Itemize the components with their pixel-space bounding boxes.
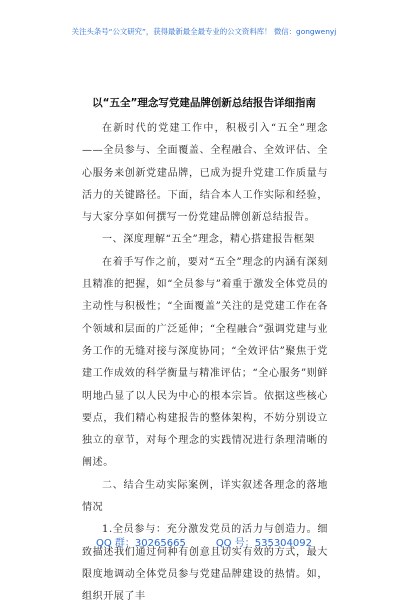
document-title: 以“五全”理念写党建品牌创新总结报告详细指南 [92,97,316,109]
header-banner: 关注头条号“公文研究”，获得最新最全最专业的公文资料库！ 微信：gongwenyj [71,27,337,36]
section-1-paragraph: 在着手写作之前，要对“五全”理念的内涵有深刻且精准的把握，如“全员参与”着重于激发全体党员的主动性与积极性；“全面覆盖”关注的是党建工作在各个领域和层面的广泛延伸；“全程融合”强调党建与业务工作的无缝对接与深度协同；“全效评估”聚焦于党建工作成效的科学衡量与精准评估；“全心服务”则鲜明地凸显了以人民为中心的根本宗旨。依据这些核心要点，我们精心构建报告的整体架构，不妨分别设立独立的章节，对每个理念的实践情况进行条理清晰的阐述。 [82,256,328,469]
qq-group-label: QQ 群：30265665 [95,538,186,549]
qq-number-label: QQ 号：535304092 [215,538,312,549]
intro-paragraph: 在新时代的党建工作中，积极引入“五全”理念——全员参与、全面覆盖、全程融合、全效评估、全心服务来创新党建品牌，已成为提升党建工作质量与活力的关键路径。下面，结合本人工作实际和经验，与大家分享如何撰写一份党建品牌创新总结报告。 [82,123,328,224]
section-heading-1: 一、深度理解“五全”理念，精心搭建报告框架 [102,234,315,246]
footer-contact [0,534,408,549]
section-heading-2: 二、结合生动实际案例，详实叙述各理念的落地情况 [82,479,328,514]
section-2-paragraph: 1.全员参与：充分激发党员的活力与创造力。细致描述我们通过何种有创意且切实有效的方式，最大限度地调动全体党员参与党建品牌建设的热情。如，组织开展了丰 [82,524,328,603]
